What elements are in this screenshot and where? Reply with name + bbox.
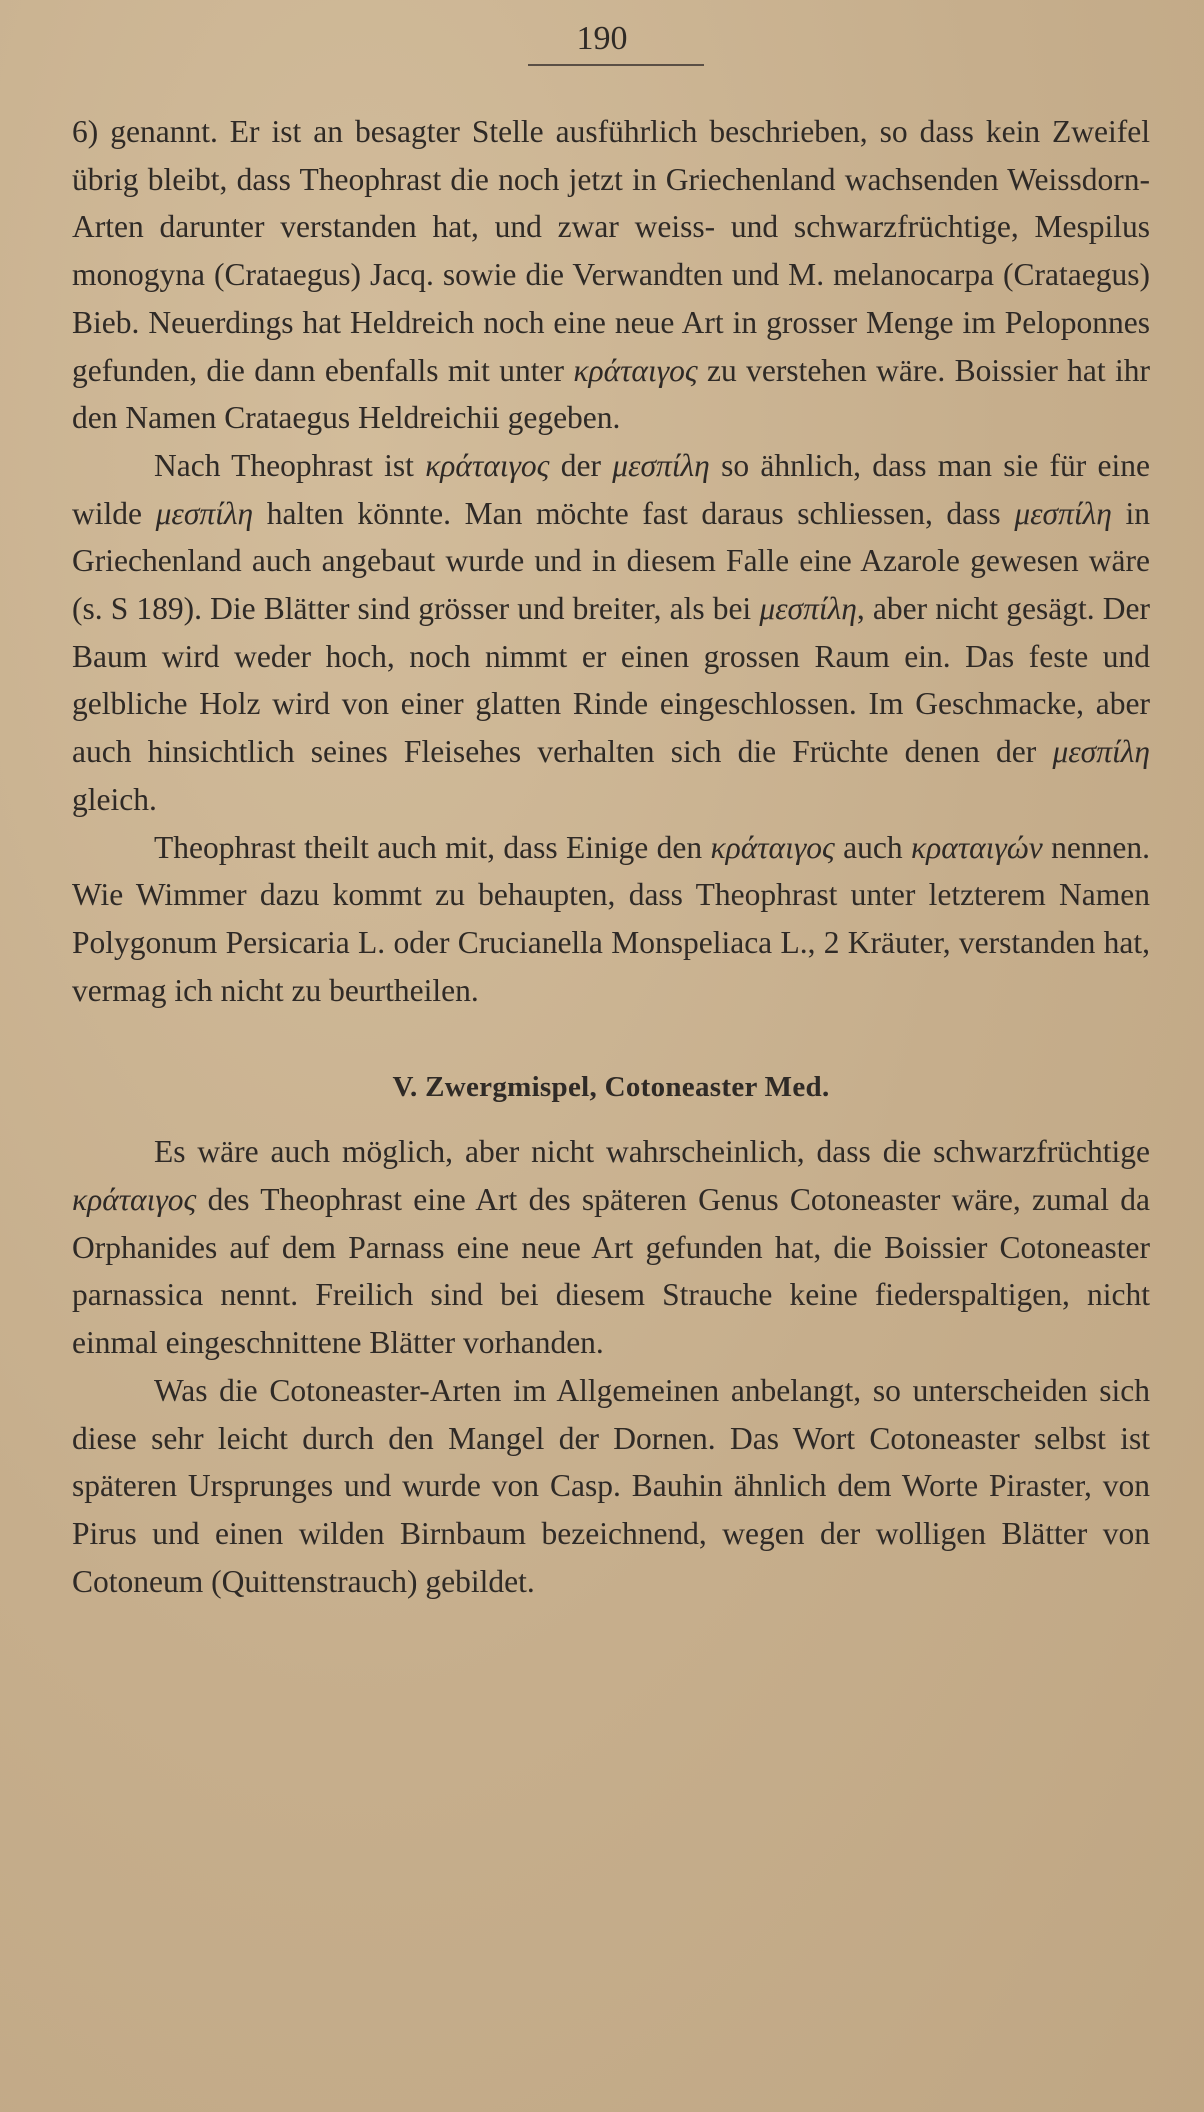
paragraph-3: Theophrast theilt auch mit, dass Einige den κράταιγος auch κραταιγών nennen. Wie Wimmer dazu kommt zu behaupten, dass Theophrast unter letzterem Namen Polygonum Persicaria L. oder Crucianella Monspeliaca L., 2 Kräuter, verstanden hat, vermag ich nicht zu beurtheilen.	[72, 829, 1150, 1008]
greek-term: κράταιγος	[573, 352, 698, 388]
greek-term: μεσπίλη	[155, 495, 254, 531]
greek-term: μεσπίλη	[1014, 495, 1112, 531]
greek-term: μεσπίλη	[759, 591, 857, 627]
greek-term: κράταιγος	[710, 829, 835, 865]
section-heading: V. Zwergmispel, Cotoneaster Med.	[392, 1071, 830, 1104]
greek-term: μεσπίλη	[612, 447, 710, 483]
body-text	[72, 108, 1150, 1605]
paragraph-2: Nach Theophrast ist κράταιγος der μεσπίλη so ähnlich, dass man sie für eine wilde μεσπίλη halten könnte. Man möchte fast daraus schliessen, dass μεσπίλη in Griechenland auch angebaut wurde und in diesem Falle eine Azarole gewesen wäre (s. S 189). Die Blätter sind grösser und breiter, als bei μεσπίλη, aber nicht gesägt. Der Baum wird weder hoch, noch nimmt er einen grossen Raum ein. Das feste und gelbliche Holz wird von einer glatten Rinde eingeschlossen. Im Geschmacke, aber auch hinsichtlich seines Fleisehes verhalten sich die Früchte denen der μεσπίλη gleich.	[72, 447, 1151, 817]
page-number: 190	[576, 20, 628, 57]
greek-term: κράταιγος	[425, 447, 550, 483]
paragraph-1: 6) genannt. Er ist an besagter Stelle ausführlich beschrieben, so dass kein Zweifel übrig bleibt, dass Theophrast die noch jetzt in Griechenland wachsenden Weissdorn-Arten darunter verstanden hat, und zwar weiss- und schwarzfrüchtige, Mespilus monogyna (Crataegus) Jacq. sowie die Verwandten und M. melanocarpa (Crataegus) Bieb. Neuerdings hat Heldreich noch eine neue Art in grosser Menge im Peloponnes gefunden, die dann ebenfalls mit unter κράταιγος zu verstehen wäre. Boissier hat ihr den Namen Crataegus Heldreichii gegeben.	[72, 114, 1150, 436]
greek-term: μεσπίλη	[1052, 734, 1150, 770]
header-rule	[528, 64, 704, 66]
section-paragraph-1: Es wäre auch möglich, aber nicht wahrscheinlich, dass die schwarzfrüchtige κράταιγος des Theophrast eine Art des späteren Genus Cotoneaster wäre, zumal da Orphanides auf dem Parnass eine neue Art gefunden hat, die Boissier Cotoneaster parnassica nennt. Freilich sind bei diesem Strauche keine fiederspaltigen, nicht einmal eingeschnittene Blätter vorhanden.	[72, 1134, 1150, 1361]
section-paragraph-2: Was die Cotoneaster-Arten im Allgemeinen anbelangt, so unterscheiden sich diese sehr leicht durch den Mangel der Dornen. Das Wort Cotoneaster selbst ist späteren Ursprunges und wurde von Casp. Bauhin ähnlich dem Worte Piraster, von Pirus und einen wilden Birnbaum bezeichnend, wegen der wolligen Blätter von Cotoneum (Quittenstrauch) gebildet.	[72, 1372, 1150, 1599]
greek-term: κράταιγος	[72, 1182, 197, 1218]
greek-term: κραταιγών	[911, 829, 1043, 865]
